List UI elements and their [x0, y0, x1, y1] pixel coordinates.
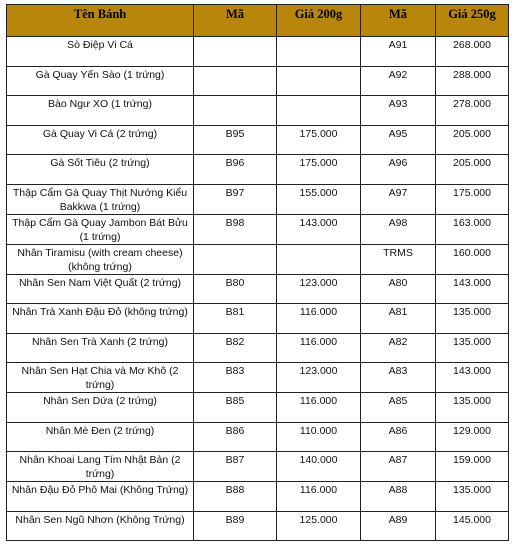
price-250g-cell: 129.000 — [436, 422, 509, 452]
header-price-200g: Giá 200g — [277, 5, 361, 37]
code-200g-cell: B89 — [194, 511, 277, 541]
cake-name-cell: Nhân Trà Xanh Đậu Đỏ (không trứng) — [7, 304, 194, 334]
price-250g-cell: 135.000 — [436, 304, 509, 334]
cake-name-cell: Nhân Sen Ngũ Nhơn (Không Trứng) — [7, 511, 194, 541]
code-250g-cell: A91 — [361, 37, 436, 67]
price-250g-cell: 159.000 — [436, 452, 509, 482]
table-row — [7, 304, 509, 334]
price-200g-cell — [277, 66, 361, 96]
code-200g-cell: B95 — [194, 125, 277, 155]
code-200g-cell: B82 — [194, 333, 277, 363]
price-250g-cell: 143.000 — [436, 274, 509, 304]
code-200g-cell — [194, 66, 277, 96]
table-row — [7, 333, 509, 363]
code-200g-cell: B87 — [194, 452, 277, 482]
code-200g-cell: B88 — [194, 482, 277, 512]
price-250g-cell: 135.000 — [436, 333, 509, 363]
header-row — [7, 5, 509, 37]
table-row — [7, 511, 509, 541]
code-200g-cell — [194, 37, 277, 67]
table-row — [7, 214, 509, 244]
code-250g-cell: TRMS — [361, 244, 436, 274]
code-250g-cell: A92 — [361, 66, 436, 96]
cake-name-cell: Nhân Sen Trà Xanh (2 trứng) — [7, 333, 194, 363]
cake-name-cell: Nhân Tiramisu (with cream cheese) (không trứng) — [7, 244, 194, 274]
price-200g-cell — [277, 96, 361, 126]
table-row — [7, 96, 509, 126]
price-200g-cell — [277, 244, 361, 274]
price-200g-cell: 110.000 — [277, 422, 361, 452]
code-250g-cell: A82 — [361, 333, 436, 363]
price-200g-cell: 143.000 — [277, 214, 361, 244]
header-code-200g: Mã — [194, 5, 277, 37]
code-250g-cell: A85 — [361, 393, 436, 423]
price-200g-cell: 175.000 — [277, 125, 361, 155]
mooncake-price-table — [6, 4, 509, 541]
table-row — [7, 155, 509, 185]
code-250g-cell: A83 — [361, 363, 436, 393]
price-250g-cell: 205.000 — [436, 125, 509, 155]
price-200g-cell: 116.000 — [277, 304, 361, 334]
code-200g-cell: B98 — [194, 214, 277, 244]
code-200g-cell: B86 — [194, 422, 277, 452]
cake-name-cell: Bào Ngư XO (1 trứng) — [7, 96, 194, 126]
price-200g-cell: 123.000 — [277, 274, 361, 304]
price-250g-cell: 145.000 — [436, 511, 509, 541]
price-250g-cell: 135.000 — [436, 482, 509, 512]
cake-name-cell: Thập Cẩm Gà Quay Thịt Nướng Kiểu Bakkwa (1 trứng) — [7, 184, 194, 214]
price-200g-cell: 140.000 — [277, 452, 361, 482]
code-200g-cell: B83 — [194, 363, 277, 393]
cake-name-cell: Gà Quay Vi Cá (2 trứng) — [7, 125, 194, 155]
cake-name-cell: Sò Điệp Vi Cá — [7, 37, 194, 67]
cake-name-cell: Thập Cẩm Gà Quay Jambon Bát Bửu (1 trứng) — [7, 214, 194, 244]
table-row — [7, 184, 509, 214]
code-250g-cell: A88 — [361, 482, 436, 512]
code-200g-cell: B97 — [194, 184, 277, 214]
cake-name-cell: Nhân Mè Đen (2 trứng) — [7, 422, 194, 452]
price-250g-cell: 268.000 — [436, 37, 509, 67]
cake-name-cell: Nhân Đậu Đỏ Phô Mai (Không Trứng) — [7, 482, 194, 512]
cake-name-cell: Nhân Sen Nam Việt Quất (2 trứng) — [7, 274, 194, 304]
header-code-250g: Mã — [361, 5, 436, 37]
price-200g-cell: 125.000 — [277, 511, 361, 541]
table-row — [7, 274, 509, 304]
price-250g-cell: 135.000 — [436, 393, 509, 423]
code-200g-cell — [194, 96, 277, 126]
table-row — [7, 482, 509, 512]
price-200g-cell: 155.000 — [277, 184, 361, 214]
price-250g-cell: 163.000 — [436, 214, 509, 244]
code-250g-cell: A93 — [361, 96, 436, 126]
code-250g-cell: A98 — [361, 214, 436, 244]
code-250g-cell: A86 — [361, 422, 436, 452]
table-row — [7, 37, 509, 67]
price-250g-cell: 278.000 — [436, 96, 509, 126]
cake-name-cell: Nhân Sen Hạt Chia và Mơ Khô (2 trứng) — [7, 363, 194, 393]
code-200g-cell — [194, 244, 277, 274]
table-row — [7, 125, 509, 155]
cake-name-cell: Gà Sốt Tiêu (2 trứng) — [7, 155, 194, 185]
table-body — [7, 37, 509, 541]
table-header — [7, 5, 509, 37]
price-200g-cell: 116.000 — [277, 333, 361, 363]
code-200g-cell: B85 — [194, 393, 277, 423]
table-row — [7, 66, 509, 96]
price-200g-cell: 123.000 — [277, 363, 361, 393]
price-250g-cell: 175.000 — [436, 184, 509, 214]
cake-name-cell: Nhân Khoai Lang Tím Nhật Bản (2 trứng) — [7, 452, 194, 482]
code-200g-cell: B81 — [194, 304, 277, 334]
cake-name-cell: Nhân Sen Dứa (2 trứng) — [7, 393, 194, 423]
table-row — [7, 452, 509, 482]
header-price-250g: Giá 250g — [436, 5, 509, 37]
code-200g-cell: B80 — [194, 274, 277, 304]
code-250g-cell: A96 — [361, 155, 436, 185]
price-200g-cell: 175.000 — [277, 155, 361, 185]
table-row — [7, 244, 509, 274]
code-250g-cell: A89 — [361, 511, 436, 541]
price-250g-cell: 205.000 — [436, 155, 509, 185]
price-200g-cell — [277, 37, 361, 67]
code-250g-cell: A87 — [361, 452, 436, 482]
cake-name-cell: Gà Quay Yến Sào (1 trứng) — [7, 66, 194, 96]
table-row — [7, 422, 509, 452]
code-250g-cell: A97 — [361, 184, 436, 214]
table-row — [7, 393, 509, 423]
price-250g-cell: 288.000 — [436, 66, 509, 96]
price-200g-cell: 116.000 — [277, 393, 361, 423]
header-cake-name: Tên Bánh — [7, 5, 194, 37]
code-200g-cell: B96 — [194, 155, 277, 185]
code-250g-cell: A80 — [361, 274, 436, 304]
code-250g-cell: A95 — [361, 125, 436, 155]
table-row — [7, 363, 509, 393]
price-200g-cell: 116.000 — [277, 482, 361, 512]
price-250g-cell: 143.000 — [436, 363, 509, 393]
price-250g-cell: 160.000 — [436, 244, 509, 274]
code-250g-cell: A81 — [361, 304, 436, 334]
